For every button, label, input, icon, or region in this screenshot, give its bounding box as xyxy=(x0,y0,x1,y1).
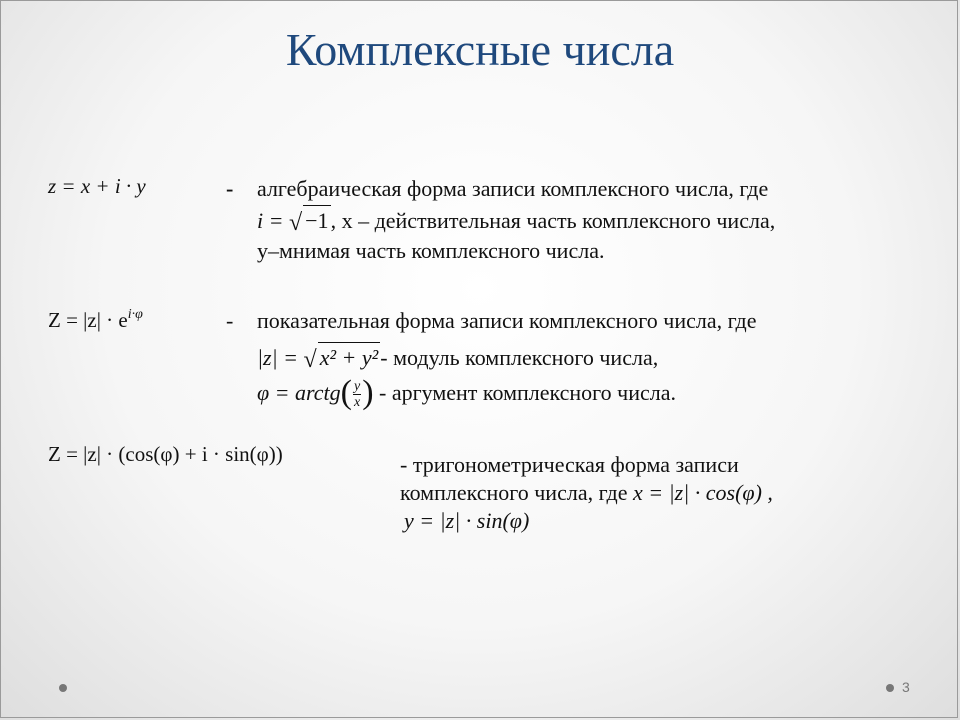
modulus-sqrt-argument: x² + y² xyxy=(318,342,381,373)
slide-title: Комплексные числа xyxy=(285,24,675,75)
trigonometric-line-1: - тригонометрическая форма записи xyxy=(400,452,739,477)
algebraic-line-3: y–мнимая часть комплексного числа. xyxy=(257,238,605,263)
sqrt-argument: −1 xyxy=(303,205,330,236)
fraction-denominator: x xyxy=(353,395,361,411)
exponential-formula-main: Z = |z| · e xyxy=(48,308,128,332)
real-part-text: , x – действительная часть комплексного числа, xyxy=(330,208,776,233)
algebraic-formula: z = x + i · y xyxy=(48,174,146,198)
trigonometric-line-3: y = |z| · sin(φ) xyxy=(404,508,530,533)
exponential-formula-exponent: i·φ xyxy=(127,307,143,322)
trigonometric-text: комплексного числа, где xyxy=(400,480,633,505)
argument-eq: φ = arctg xyxy=(257,380,341,405)
algebraic-line-2 xyxy=(257,205,775,236)
trigonometric-formula: Z = |z| · (cos(φ) + i · sin(φ)) xyxy=(48,442,283,466)
trigonometric-line-2 xyxy=(400,478,773,508)
argument-fraction xyxy=(353,379,361,410)
page-number: 3 xyxy=(902,679,910,695)
algebraic-line-1: алгебраическая форма записи комплексного числа, где xyxy=(257,176,769,201)
algebraic-dash: - xyxy=(226,176,234,201)
right-paren: ) xyxy=(362,373,374,411)
x-cos-formula: x = |z| · cos(φ) , xyxy=(632,480,773,505)
modulus-text: - модуль комплексного числа, xyxy=(380,345,659,370)
sqrt-symbol: √ xyxy=(288,210,303,236)
exponential-line-1: показательная форма записи комплексного числа, где xyxy=(257,308,757,333)
argument-text: - аргумент комплексного числа. xyxy=(379,380,677,405)
exponential-line-2 xyxy=(257,342,658,373)
exponential-dash: - xyxy=(226,308,234,333)
footer-dot-left xyxy=(59,684,67,692)
sqrt-symbol: √ xyxy=(303,347,317,373)
footer-dot-right xyxy=(886,684,894,692)
imaginary-unit-eq: i = xyxy=(257,208,289,233)
fraction-numerator: y xyxy=(353,379,361,395)
exponential-formula xyxy=(48,308,143,333)
left-paren: ( xyxy=(340,373,352,411)
exponential-line-3 xyxy=(257,373,677,411)
modulus-eq: |z| = xyxy=(257,345,304,370)
